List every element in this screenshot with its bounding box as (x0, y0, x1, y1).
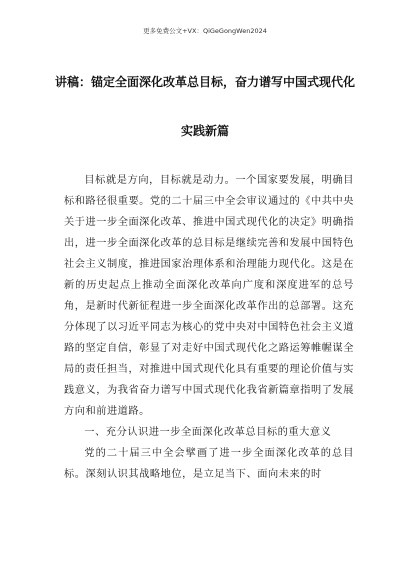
section-heading: 一、充分认识进一步全面深化改革总目标的重大意义 (84, 427, 332, 438)
document-title-continued: 实践新篇 (180, 124, 229, 138)
body-paragraph: 目标就是方向，目标就是动力。一个国家要发展，明确目标和路径很重要。党的二十届三中全会审议通过的《中共中央关于进一步全面深化改革、推进中国式现代化的决定》明确指出，进一步全面深化改革的总目标是继续完善和发展中国特色社会主义制度，推进国家治理体系和治理能力现代化。这是在新的历史起点上推动全面深化改革向广度和深度进军的总号角，是新时代新征程进一步全面深化改革作出的总部署。这充分体现了以习近平同志为核心的党中央对中国特色社会主义道路的坚定自信，彰显了对走好中国式现代化之路运筹帷幄谋全局的责任担当，对推进中国式现代化具有重要的理论价值与实践意义，为我省奋力谱写中国式现代化我省新篇章指明了发展方向和前进道路。 (64, 175, 354, 417)
header-note: 更多免费公文+VX：QiGeGongWen2024 (143, 27, 267, 35)
document-body (64, 170, 354, 485)
body-paragraph: 党的二十届三中全会擘画了进一步全面深化改革的总目标。深刻认识其战略地位，是立足当下、面向未来的时 (64, 448, 354, 480)
document-title: 讲稿：锚定全面深化改革总目标，奋力谱写中国式现代化 (54, 75, 355, 89)
